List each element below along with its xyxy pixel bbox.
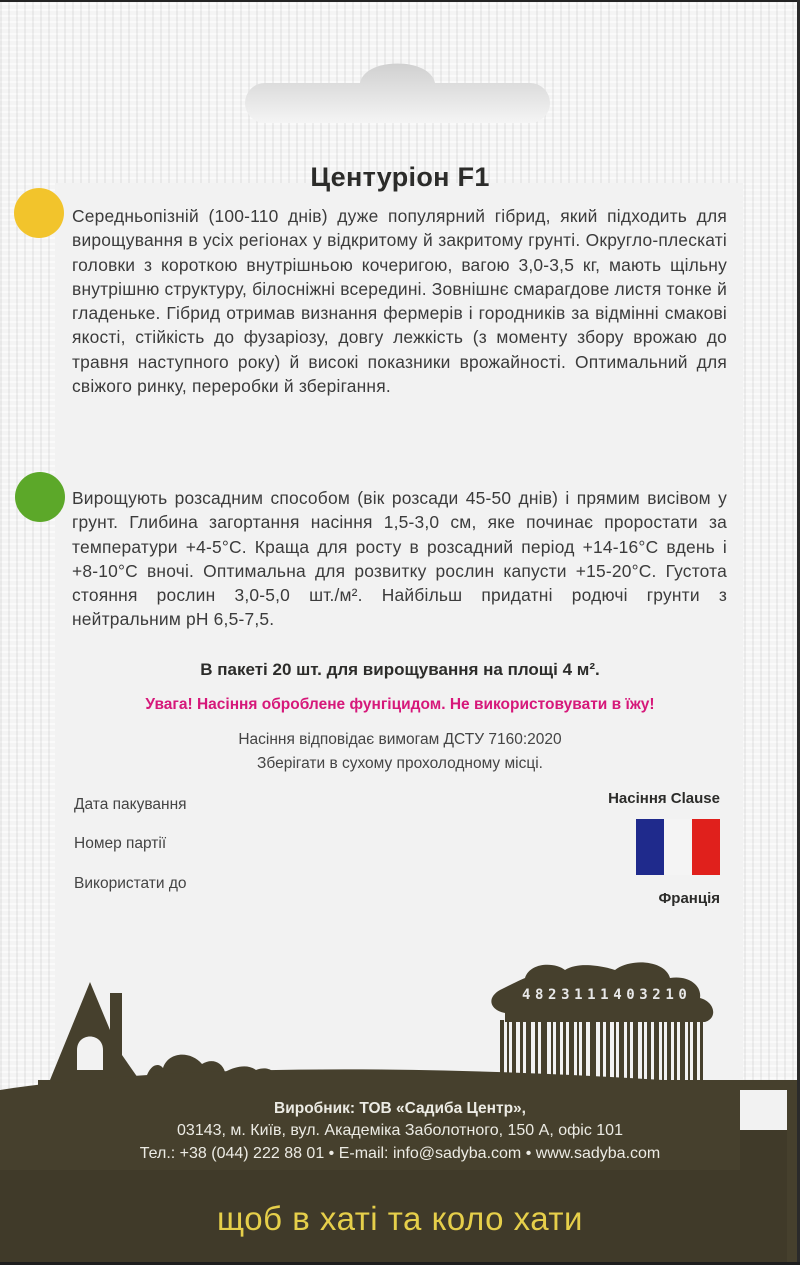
top-edge	[0, 0, 800, 2]
package-info: В пакеті 20 шт. для вирощування на площі 4 м².	[200, 660, 600, 679]
hang-hole-icon	[245, 60, 550, 126]
green-dot-icon	[15, 472, 65, 522]
brand-slogan: щоб в хаті та коло хати	[217, 1200, 583, 1237]
use-before-label: Використати до	[74, 875, 187, 892]
flag-red-stripe	[692, 819, 720, 875]
flag-blue-stripe	[636, 819, 664, 875]
standard-text: Насіння відповідає вимогам ДСТУ 7160:2020	[238, 731, 562, 748]
france-flag-icon	[636, 819, 720, 875]
yellow-dot-icon	[14, 188, 64, 238]
growing-instructions: Вирощують розсадним способом (вік розсади 45-50 днів) і прямим висівом у грунт. Глибина загортання насіння 1,5-3,0 см, яке починає проростати за температури +4-5°C. Краща для росту в розсадний період +14-16°C вдень і +8-10°C вночі. Оптимальна для розвитку рослин капусти +15-20°C. Густота стояння рослин 3,0-5,0 шт./м². Найбільш придатні родючі грунти з нейтральним pH 6,5-7,5.	[72, 488, 727, 630]
product-title: Центуріон F1	[310, 162, 490, 192]
manufacturer-address: 03143, м. Київ, вул. Академіка Заболотного, 150 А, офіс 101	[177, 1122, 623, 1139]
seed-brand: Насіння Clause	[608, 790, 720, 807]
batch-number-label: Номер партії	[74, 835, 167, 852]
warning-text: Увага! Насіння оброблене фунгіцидом. Не використовувати в їжу!	[145, 696, 655, 713]
barcode-number: 4823111403210	[522, 987, 692, 1003]
packing-date-label: Дата пакування	[74, 796, 187, 813]
storage-text: Зберігати в сухому прохолодному місці.	[257, 755, 543, 772]
product-description: Середньопізній (100-110 днів) дуже популярний гібрид, який підходить для вирощування в усіх регіонах у відкритому й закритому грунті. Округло-плескаті головки з короткою внутрішньою кочеригою, вагою 3,0-3,5 кг, мають щільну внутрішню структуру, білосніжні всередині. Зовнішнє смарагдове листя тонке й гладеньке. Гібрид отримав визнання фермерів і городників за відмінні смакові якості, стійкість до фузаріозу, довгу лежкість (з моменту збору врожаю до травня наступного року) й високі показники врожайності. Оптимальний для свіжого ринку, переробки й зберігання.	[72, 206, 727, 397]
flag-white-stripe	[664, 819, 692, 875]
manufacturer-name: Виробник: ТОВ «Садиба Центр»,	[274, 1100, 526, 1117]
manufacturer-contacts: Тел.: +38 (044) 222 88 01 • E-mail: info@sadyba.com • www.sadyba.com	[139, 1145, 661, 1162]
origin-country: Франція	[658, 890, 720, 907]
